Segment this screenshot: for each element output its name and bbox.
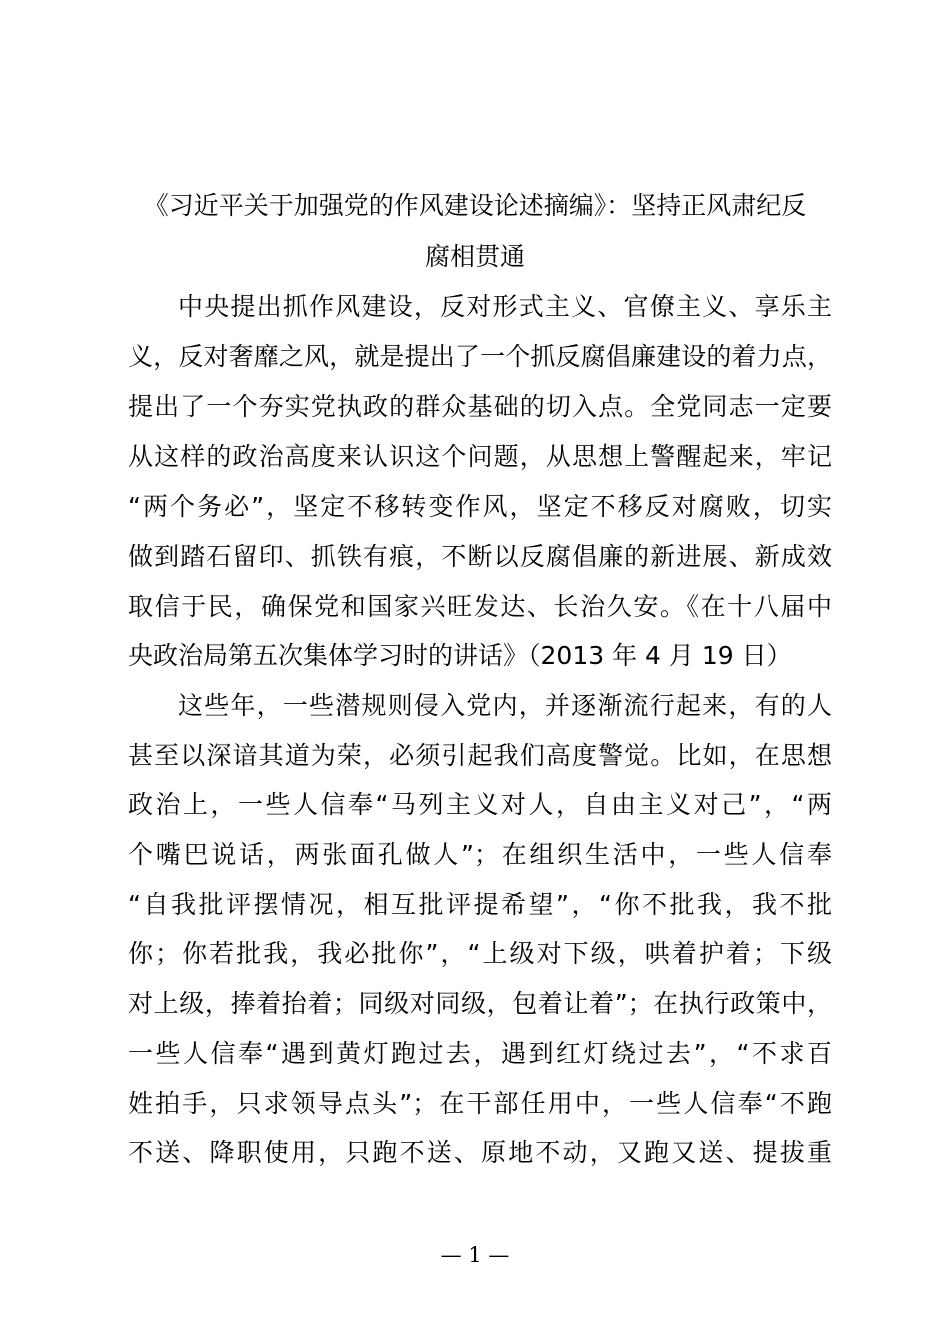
paragraph-2-line: 不送、降职使用，只跑不送、原地不动，又跑又送、提拔重	[128, 1138, 832, 1167]
page-number: — 1 —	[440, 1243, 510, 1267]
paragraph-2-line: “自我批评摆情况，相互批评提希望”，“你不批我，我不批	[128, 890, 832, 919]
paragraph-1-line: 央政治局第五次集体学习时的讲话》（2013 年 4 月 19 日）	[128, 641, 792, 670]
document-title-line-2: 腐相贯通	[424, 242, 525, 271]
document-title-line-1: 《习近平关于加强党的作风建设论述摘编》：坚持正风肃纪反	[143, 191, 807, 220]
paragraph-2-line: 政治上，一些人信奉“马列主义对人，自由主义对己”，“两	[128, 790, 832, 819]
paragraph-1-line: 义，反对奢靡之风，就是提出了一个抓反腐倡廉建设的着力点，	[128, 342, 832, 371]
paragraph-1-line: 中央提出抓作风建设，反对形式主义、官僚主义、享乐主	[178, 292, 832, 321]
paragraph-1-line: “两个务必”，坚定不移转变作风，坚定不移反对腐败，切实	[128, 492, 832, 521]
paragraph-1-line: 取信于民，确保党和国家兴旺发达、长治久安。《在十八届中	[128, 592, 832, 621]
paragraph-2-line: 对上级，捧着抬着；同级对同级，包着让着”；在执行政策中，	[128, 989, 832, 1018]
paragraph-1-line: 从这样的政治高度来认识这个问题，从思想上警醒起来，牢记	[128, 442, 832, 471]
paragraph-2-line: 你；你若批我，我必批你”，“上级对下级，哄着护着；下级	[128, 939, 832, 968]
paragraph-1-line: 提出了一个夯实党执政的群众基础的切入点。全党同志一定要	[128, 392, 832, 421]
paragraph-2-line: 甚至以深谙其道为荣，必须引起我们高度警觉。比如，在思想	[128, 741, 832, 770]
paragraph-2-line: 这些年，一些潜规则侵入党内，并逐渐流行起来，有的人	[178, 691, 832, 720]
paragraph-2-line: 姓拍手，只求领导点头”；在干部任用中，一些人信奉“不跑	[128, 1089, 832, 1118]
paragraph-2-line: 一些人信奉“遇到黄灯跑过去，遇到红灯绕过去”，“不求百	[128, 1039, 832, 1068]
paragraph-1-line: 做到踏石留印、抓铁有痕，不断以反腐倡廉的新进展、新成效	[128, 542, 832, 571]
paragraph-2-line: 个嘴巴说话，两张面孔做人”；在组织生活中，一些人信奉	[128, 840, 832, 869]
